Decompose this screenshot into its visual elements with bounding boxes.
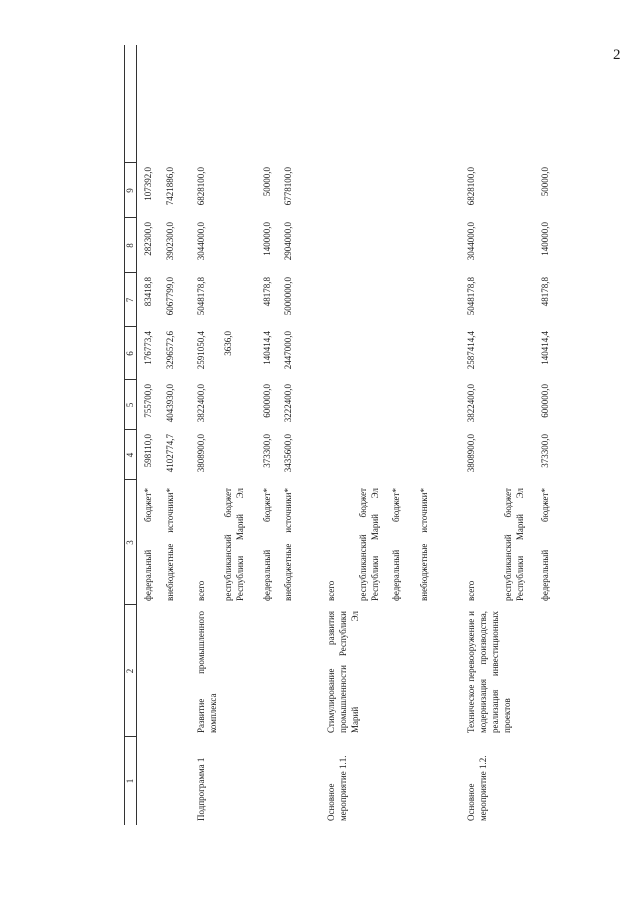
amount-value: 3435600,0: [283, 434, 293, 473]
amount-value: 3822400,0: [196, 384, 206, 423]
amount-value: 50000,0: [262, 167, 272, 197]
amount-value: 600000,0: [540, 384, 550, 418]
amount-value: 140000,0: [540, 222, 550, 256]
funding-source: федеральный бюджет*: [262, 488, 272, 601]
amount-value: 2591050,4: [196, 331, 206, 370]
amount-value: 2904000,0: [283, 222, 293, 261]
amount-value: 48178,8: [540, 277, 550, 307]
funding-source: республиканский бюджет Республики Марий Эл: [503, 488, 525, 601]
amount-value: 5048178,8: [466, 277, 476, 316]
budget-table: [120, 45, 639, 825]
funding-source: всего: [466, 580, 476, 601]
amount-value: 48178,8: [262, 277, 272, 307]
amount-value: 4102774,7: [165, 434, 175, 473]
amount-value: 4043930,0: [165, 384, 175, 423]
amount-value: 2587414,4: [466, 331, 476, 370]
amount-value: 83418,8: [143, 277, 153, 307]
amount-value: 5000000,0: [283, 277, 293, 316]
column-header: 1: [125, 778, 135, 784]
row-description: Техническое перевооружение и модернизация производства, реализация инвестиционных проектов: [466, 611, 512, 733]
funding-source: всего: [326, 580, 336, 601]
column-header: 3: [125, 540, 135, 545]
amount-value: 6828100,0: [466, 167, 476, 206]
amount-value: 140414,4: [540, 331, 550, 365]
amount-value: 140000,0: [262, 222, 272, 256]
column-header: 6: [125, 351, 135, 356]
column-header: 4: [125, 452, 135, 458]
amount-value: 140414,4: [262, 331, 272, 365]
amount-value: 755700,0: [143, 384, 153, 418]
column-header: 5: [125, 402, 135, 408]
amount-value: 373300,0: [262, 434, 272, 468]
amount-value: 7421886,0: [165, 167, 175, 206]
amount-value: 3822400,0: [466, 384, 476, 423]
row-label: Основное мероприятие 1.2.: [466, 755, 488, 821]
amount-value: 600000,0: [262, 384, 272, 418]
amount-value: 3044000,0: [466, 222, 476, 261]
column-header: 9: [125, 188, 135, 193]
page-number: 2: [613, 47, 621, 63]
funding-source: всего: [196, 580, 206, 601]
header-separator: [136, 45, 137, 825]
funding-source: федеральный бюджет*: [391, 488, 401, 601]
column-header: 7: [125, 297, 135, 303]
amount-value: 6828100,0: [196, 167, 206, 206]
amount-value: 176773,4: [143, 331, 153, 365]
funding-source: федеральный бюджет*: [540, 488, 550, 601]
amount-value: 3808900,0: [466, 434, 476, 473]
column-header: 2: [125, 668, 135, 674]
funding-source: республиканский бюджет Республики Марий Эл: [358, 488, 380, 601]
funding-source: внебюджетные источники*: [419, 488, 429, 601]
amount-value: 6778100,0: [283, 167, 293, 206]
amount-value: 282300,0: [143, 222, 153, 256]
funding-source: республиканский бюджет Республики Марий Эл: [223, 488, 245, 601]
amount-value: 598110,0: [143, 434, 153, 468]
amount-value: 107392,0: [143, 167, 153, 201]
amount-value: 3808900,0: [196, 434, 206, 473]
amount-value: 50000,0: [540, 167, 550, 197]
column-header: 8: [125, 243, 135, 248]
row-label: Основное мероприятие 1.1.: [326, 755, 348, 821]
row-description: Развитие промышленного комплекса: [196, 611, 218, 733]
amount-value: 373300,0: [540, 434, 550, 468]
funding-source: внебюджетные источники*: [283, 488, 293, 601]
amount-value: 3636,0: [223, 331, 233, 356]
amount-value: 5048178,8: [196, 277, 206, 316]
amount-value: 3902300,0: [165, 222, 175, 261]
row-label: Подпрограмма 1: [196, 757, 206, 821]
amount-value: 2447000,0: [283, 331, 293, 370]
amount-value: 3044000,0: [196, 222, 206, 261]
row-description: Стимулирование развития промышленности Республики Марий Эл: [326, 611, 360, 733]
amount-value: 3222400,0: [283, 384, 293, 423]
funding-source: федеральный бюджет*: [143, 488, 153, 601]
amount-value: 6067799,0: [165, 277, 175, 316]
amount-value: 3296572,6: [165, 331, 175, 370]
funding-source: внебюджетные источники*: [165, 488, 175, 601]
